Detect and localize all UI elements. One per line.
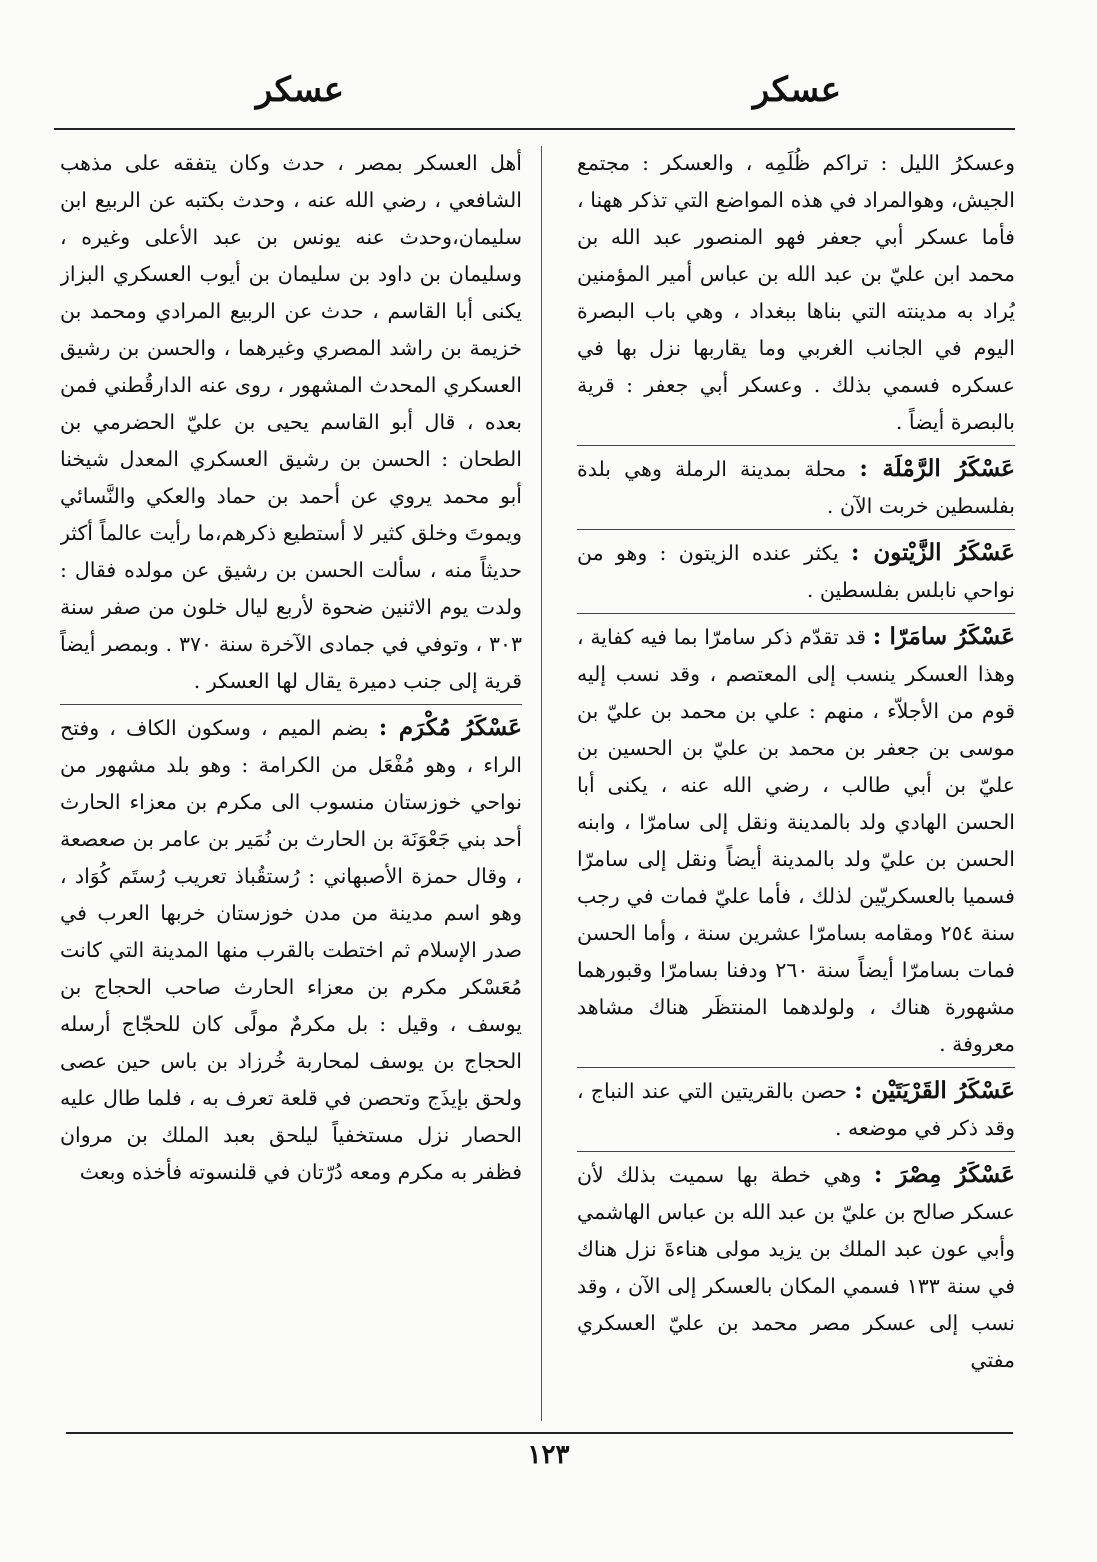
entry-headword: عَسْكَرُ الزَّيْتون : bbox=[851, 539, 1015, 566]
header-word-left: عسكر bbox=[255, 70, 345, 110]
entry-paragraph bbox=[577, 529, 1015, 609]
entry-paragraph bbox=[60, 145, 522, 700]
entry-headword: عَسْكَرُ الرَّمْلَة : bbox=[859, 455, 1015, 482]
entry-headword: عَسْكَرُ القَرْيَتَيْن : bbox=[854, 1077, 1015, 1104]
entry-paragraph bbox=[577, 1151, 1015, 1379]
entry-paragraph bbox=[577, 1067, 1015, 1147]
entry-paragraph bbox=[577, 445, 1015, 525]
entry-text: قد تقدّم ذكر سامرّا بما فيه كفاية ، وهذا العسكر ينسب إلى المعتصم ، وقد نسب إليه قوم من الأجلاّء ، منهم : علي بن محمد بن عليّ بن موسى بن جعفر بن محمد بن عليّ بن الحسين بن عليّ بن أبي طالب ، رضي الله عنه ، يكنى أبا الحسن الهادي ولد بالمدينة ونقل إلى سامرّا ، وابنه الحسن بن عليّ ولد بالمدينة أيضاً ونقل إلى سامرّا فسميا بالعسكريّين لذلك ، فأما عليّ فمات في رجب سنة ٢٥٤ ومقامه بسامرّا عشرين سنة ، وأما الحسن فمات بسامرّا أيضاً سنة ٢٦٠ ودفنا بسامرّا وقبورهما مشهورة هناك ، ولولدهما المنتظَر هناك مشاهد معروفة . bbox=[577, 625, 1015, 1056]
page-header bbox=[60, 70, 1037, 126]
entry-text: وعسكرُ الليل : تراكم ظُلَمِه ، والعسكر : مجتمع الجيش، وهوالمراد في هذه المواضع التي تذكر ههنا ، فأما عسكر أبي جعفر فهو المنصور عبد الله بن محمد ابن عليّ بن عبد الله بن عباس أمير المؤمنين يُراد به مدينته التي بناها ببغداد ، وهي باب البصرة اليوم في الجانب الغربي وما يقاربها نزل بها في عسكره فسمي بذلك . وعسكر أبي جعفر : قرية بالبصرة أيضاً . bbox=[577, 151, 1015, 434]
entry-headword: عَسْكَرُ مُكْرَم : bbox=[378, 714, 522, 741]
column-divider bbox=[541, 146, 542, 1421]
entry-paragraph bbox=[60, 704, 522, 1191]
right-column bbox=[577, 145, 1015, 1425]
header-word-right: عسكر bbox=[752, 70, 842, 110]
left-column bbox=[60, 145, 522, 1425]
entry-text: وهي خطة بها سميت بذلك لأن عسكر صالح بن عليّ بن عبد الله بن عباس الهاشمي وأبي عون عبد الملك بن يزيد مولى هناءةَ نزل هناك في سنة ١٣٣ فسمي المكان بالعسكر إلى الآن ، وقد نسب إلى عسكر مصر محمد بن عليّ العسكري مفتي bbox=[577, 1163, 1015, 1372]
entry-text: يكثر عنده الزيتون : وهو من نواحي نابلس بفلسطين . bbox=[577, 541, 1015, 602]
entry-paragraph bbox=[577, 613, 1015, 1063]
entry-text: بضم الميم ، وسكون الكاف ، وفتح الراء ، وهو مُفْعَل من الكرامة : وهو بلد مشهور من نواحي خوزستان منسوب الى مكرم بن معزاء الحارث أحد بني جَعْوَنَة بن الحارث بن نُمَير بن عامر بن صعصعة ، وقال حمزة الأصبهاني : رُستقُباذ تعريب رُستَم كُوَاد ، وهو اسم مدينة من مدن خوزستان خربها العرب في صدر الإسلام ثم اختطت بالقرب منها المدينة التي كانت مُعَسْكر مكرم بن معزاء الحارث صاحب الحجاج بن يوسف ، وقيل : بل مكرمٌ مولًى كان للحجّاج أرسله الحجاج بن يوسف لمحاربة خُرزاد بن باس حين عصى ولحق بإيذَج وتحصن في قلعة تعرف به ، فلما طال عليه الحصار نزل مستخفياً ليلحق بعبد الملك بن مروان فظفر به مكرم ومعه دُرّتان في قلنسوته فأخذه وبعث bbox=[60, 716, 522, 1184]
entry-paragraph bbox=[577, 145, 1015, 441]
entry-headword: عَسْكَرُ سامَرّا : bbox=[872, 623, 1015, 650]
entry-text: محلة بمدينة الرملة وهي بلدة بفلسطين خربت الآن . bbox=[577, 457, 1015, 518]
page-number: ١٢٣ bbox=[527, 1440, 570, 1470]
header-rule bbox=[54, 128, 1015, 130]
entry-headword: عَسْكَرُ مِصْرَ : bbox=[873, 1161, 1015, 1188]
entry-text: حصن بالقريتين التي عند النباج ، وقد ذكر في موضعه . bbox=[577, 1079, 1015, 1140]
entry-text: أهل العسكر بمصر ، حدث وكان يتفقه على مذهب الشافعي ، رضي الله عنه ، وحدث بكتبه عن الربيع ابن سليمان،وحدث عنه يونس بن عبد الأعلى وغيره ، وسليمان بن داود بن سليمان بن أيوب العسكري البزاز يكنى أبا القاسم ، حدث عن الربيع المرادي ومحمد بن خزيمة بن راشد المصري وغيرهما ، والحسن بن رشيق العسكري المحدث المشهور ، روى عنه الدارقُطني فمن بعده ، قال أبو القاسم يحيى بن عليّ الحضرمي بن الطحان : الحسن بن رشيق العسكري المعدل شيخنا أبو محمد يروي عن أحمد بن حماد والعكي والنَّسائي ويموتَ وخلق كثير لا أستطيع ذكرهم،ما رأيت عالماً أكثر حديثاً منه ، سألت الحسن بن رشيق عن مولده فقال : ولدت يوم الاثنين ضحوة لأربع ليال خلون من صفر سنة ٣٠٣ ، وتوفي في جمادى الآخرة سنة ٣٧٠ . وبمصر أيضاً قرية إلى جنب دميرة يقال لها العسكر . bbox=[60, 151, 522, 693]
footer-rule bbox=[66, 1432, 1013, 1434]
